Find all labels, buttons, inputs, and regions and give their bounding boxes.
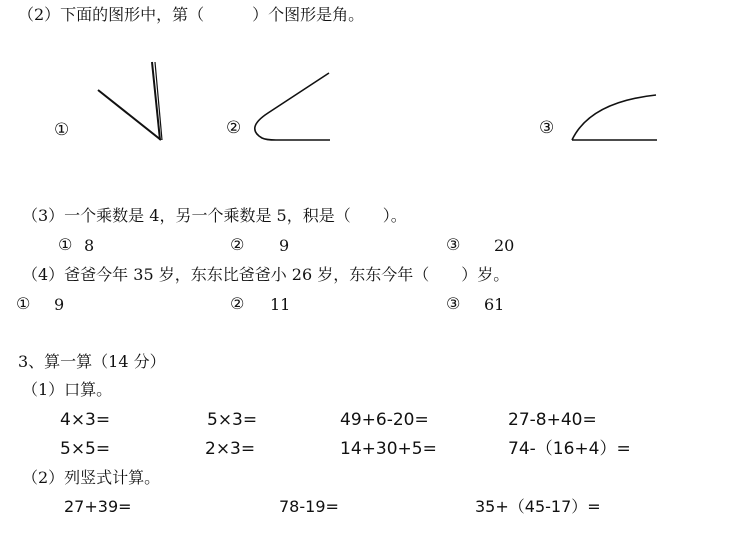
q4-option-3-value: 61 (484, 295, 505, 314)
vertical-label: （2）列竖式计算。 (22, 468, 161, 487)
oral-label: （1）口算。 (22, 380, 113, 399)
q3-question: （3）一个乘数是 4，另一个乘数是 5，积是（ ）。 (22, 206, 407, 225)
q3-option-3-marker: ③ (446, 235, 461, 254)
q3-option-2-marker: ② (230, 235, 245, 254)
figure-3-label: ③ (539, 118, 555, 138)
oral-row2-item-3: 14+30+5= (340, 439, 437, 459)
figure-1-shape (98, 62, 162, 140)
q3-option-1-marker: ① (58, 235, 73, 254)
q3-option-1-value: 8 (84, 236, 95, 255)
figure-3-shape (572, 95, 657, 140)
vertical-item-3: 35+（45-17）= (475, 497, 601, 516)
oral-row1-item-2: 5×3= (207, 410, 258, 430)
oral-row1-item-4: 27-8+40= (508, 410, 597, 430)
q3-option-3-value: 20 (494, 236, 515, 255)
q4-option-2-marker: ② (230, 294, 245, 313)
section3-title: 3、算一算（14 分） (18, 352, 166, 371)
q4-question: （4）爸爸今年 35 岁，东东比爸爸小 26 岁，东东今年（ ）岁。 (22, 265, 510, 284)
oral-row2-item-4: 74-（16+4）= (508, 439, 631, 459)
oral-row2-item-1: 5×5= (60, 439, 111, 459)
q4-option-1-marker: ① (16, 294, 31, 313)
q2-question: （2）下面的图形中，第（ ）个图形是角。 (18, 5, 365, 24)
vertical-item-2: 78-19= (279, 497, 339, 516)
vertical-item-1: 27+39= (64, 497, 132, 516)
q3-option-2-value: 9 (279, 236, 290, 255)
figure-2-label: ② (226, 118, 242, 138)
q4-option-1-value: 9 (54, 295, 65, 314)
q4-option-2-value: 11 (270, 295, 291, 314)
q4-option-3-marker: ③ (446, 294, 461, 313)
figure-2-shape (255, 73, 330, 140)
figure-1-label: ① (54, 120, 70, 140)
oral-row1-item-3: 49+6-20= (340, 410, 429, 430)
oral-row1-item-1: 4×3= (60, 410, 111, 430)
oral-row2-item-2: 2×3= (205, 439, 256, 459)
